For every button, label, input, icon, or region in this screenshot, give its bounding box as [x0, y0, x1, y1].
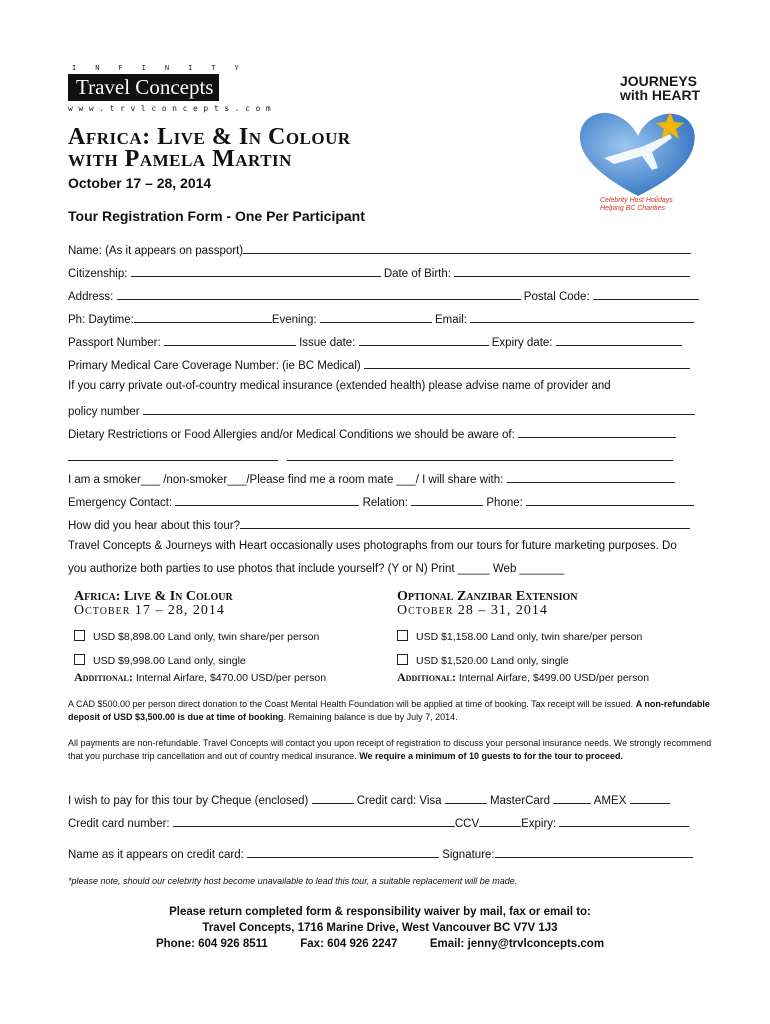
title-line2: with Pamela Martin	[68, 146, 292, 172]
partner-line2: with HEART	[620, 87, 701, 103]
share-with-field[interactable]	[507, 471, 675, 483]
insurance-row: If you carry private out-of-country medical insurance (extended health) please advise name of provider and	[68, 380, 611, 392]
zanzibar-twin-checkbox[interactable]	[397, 630, 408, 641]
photo-row-2: you authorize both parties to use photos that include yourself? (Y or N) Print _____ Web _______	[68, 563, 565, 575]
address-field[interactable]	[117, 288, 521, 300]
cc-number-row: Credit card number: CCV Expiry:	[68, 815, 689, 830]
return-line2: Travel Concepts, 1716 Marine Drive, West Vancouver BC V7V 1J3	[202, 922, 558, 934]
issue-date-field[interactable]	[359, 334, 489, 346]
tour-title	[68, 126, 351, 170]
dietary-field[interactable]	[518, 426, 676, 438]
medical-field[interactable]	[364, 357, 690, 369]
relation-field[interactable]	[411, 494, 483, 506]
hear-row: How did you hear about this tour?	[68, 517, 690, 532]
signature-field[interactable]	[495, 846, 693, 858]
emergency-contact-field[interactable]	[175, 494, 359, 506]
mastercard-field[interactable]	[553, 792, 591, 804]
passport-field[interactable]	[164, 334, 296, 346]
cc-number-field[interactable]	[173, 815, 455, 827]
postal-field[interactable]	[593, 288, 699, 300]
emergency-row: Emergency Contact: Relation: Phone:	[68, 494, 694, 509]
citizenship-row: Citizenship: Date of Birth:	[68, 265, 690, 280]
cc-expiry-field[interactable]	[559, 815, 689, 827]
payments-note: All payments are non-refundable. Travel Concepts will contact you upon receipt of registration to discuss your personal insurance needs. We strongly recommend that you purchase trip cancellation and out of country medical insurance. We require a minimum of 10 guests to for the tour to proceed.	[68, 738, 712, 761]
title-line1: Africa: Live & In Colour	[68, 124, 351, 150]
partner-line1: JOURNEYS	[620, 73, 698, 89]
form-title: Tour Registration Form - One Per Participant	[68, 208, 365, 224]
name-on-card-row: Name as it appears on credit card: Signature:	[68, 846, 693, 861]
partner-tag1: Celebrity Host Holidays	[600, 197, 673, 204]
amex-field[interactable]	[630, 792, 670, 804]
donation-note: A CAD $500.00 per person direct donation to the Coast Mental Health Foundation will be applied at time of booking. Tax receipt will be issued. A non-refundable deposit of USD $3,500.00 is due at time of booking. Remaining balance is due by July 7, 2014.	[68, 699, 710, 722]
twin-share-checkbox[interactable]	[74, 630, 85, 641]
zanzibar-heading: Optional Zanzibar Extension	[397, 589, 578, 604]
daytime-phone-field[interactable]	[134, 311, 272, 323]
hear-field[interactable]	[240, 517, 690, 529]
partner-tag2: Helping BC Charities	[600, 205, 665, 212]
tour-dates: October 17 – 28, 2014	[68, 175, 212, 191]
policy-field[interactable]	[143, 403, 695, 415]
heart-globe-icon	[574, 108, 710, 198]
logo-url: www.trvlconcepts.com	[68, 104, 277, 113]
policy-row: policy number	[68, 403, 695, 418]
main-tour-heading: Africa: Live & In Colour	[74, 589, 233, 604]
emergency-phone-field[interactable]	[526, 494, 694, 506]
footnote: *please note, should our celebrity host become unavailable to lead this tour, a suitable replacement will be made.	[68, 876, 518, 886]
return-line1: Please return completed form & responsibility waiver by mail, fax or email to:	[169, 906, 591, 918]
logo-name: Travel Concepts	[68, 74, 219, 101]
zanzibar-dates: October 28 – 31, 2014	[397, 603, 548, 618]
smoker-row: I am a smoker___ /non-smoker___/Please find me a room mate ___/ I will share with:	[68, 471, 675, 486]
address-row: Address: Postal Code:	[68, 288, 699, 303]
visa-field[interactable]	[445, 792, 487, 804]
phone-row: Ph: Daytime: Evening: Email:	[68, 311, 694, 326]
dietary-field-2[interactable]	[68, 449, 278, 461]
return-instructions	[100, 904, 660, 952]
passport-row: Passport Number: Issue date: Expiry date:	[68, 334, 682, 349]
return-contacts: Phone: 604 926 8511 Fax: 604 926 2247 Email: jenny@trvlconcepts.com	[155, 938, 605, 950]
name-field[interactable]	[243, 242, 691, 254]
dietary-row: Dietary Restrictions or Food Allergies and/or Medical Conditions we should be aware of:	[68, 426, 676, 441]
single-checkbox[interactable]	[74, 654, 85, 665]
cheque-field[interactable]	[312, 792, 354, 804]
ccv-field[interactable]	[479, 815, 521, 827]
expiry-date-field[interactable]	[556, 334, 682, 346]
return-email[interactable]: Email: jenny@trvlconcepts.com	[429, 938, 605, 950]
dob-field[interactable]	[454, 265, 690, 277]
medical-row: Primary Medical Care Coverage Number: (ie BC Medical)	[68, 357, 690, 372]
main-tour-dates: October 17 – 28, 2014	[74, 603, 225, 618]
logo-infinity: INFINITY	[72, 64, 258, 72]
name-on-card-field[interactable]	[247, 846, 439, 858]
dietary-row-2	[68, 449, 673, 464]
dietary-field-3[interactable]	[287, 449, 673, 461]
zanzibar-single-checkbox[interactable]	[397, 654, 408, 665]
journeys-with-heart-logo	[570, 74, 720, 224]
citizenship-field[interactable]	[131, 265, 381, 277]
main-tour-options: Africa: Live & In Colour October 17 – 28, 2014 USD $8,898.00 Land only, twin share/per person USD $9,998.00 Land only, single Additional: Internal Airfare, $470.00 USD/per person	[74, 589, 327, 684]
travel-concepts-logo	[68, 64, 277, 113]
payment-method-row: I wish to pay for this tour by Cheque (enclosed) Credit card: Visa MasterCard AMEX	[68, 792, 670, 807]
email-field[interactable]	[470, 311, 694, 323]
evening-phone-field[interactable]	[320, 311, 432, 323]
zanzibar-options: Optional Zanzibar Extension October 28 – 31, 2014 USD $1,158.00 Land only, twin share/per person USD $1,520.00 Land only, single Additional: Internal Airfare, $499.00 USD/per person	[397, 589, 650, 684]
name-row: Name: (As it appears on passport)	[68, 242, 691, 257]
photo-row-1: Travel Concepts & Journeys with Heart occasionally uses photographs from our tours for future marketing purposes. Do	[68, 540, 677, 552]
